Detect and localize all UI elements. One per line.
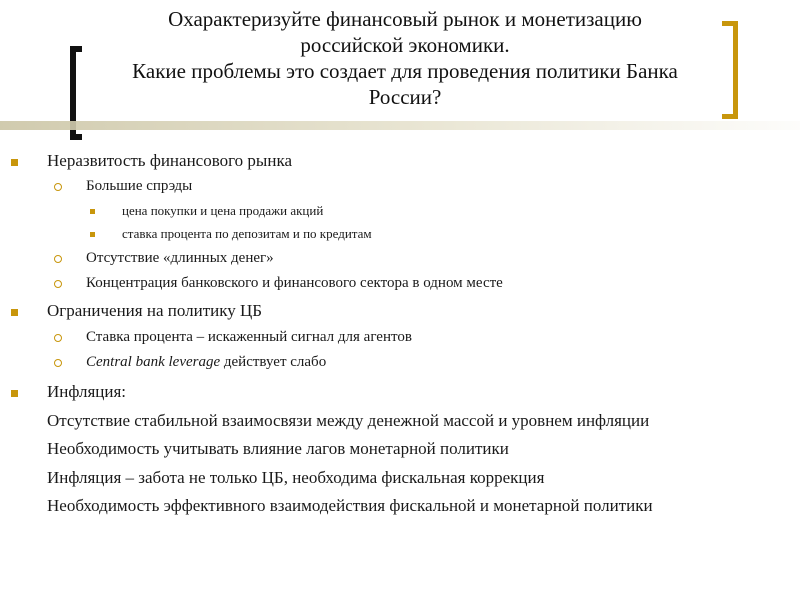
bullet-underdeveloped-market: Неразвитость финансового рынка [47,151,292,170]
circle-bullet-icon [54,280,62,288]
circle-bullet-icon [54,334,62,342]
circle-bullet-icon [54,359,62,367]
bullet-long-money: Отсутствие «длинных денег» [86,250,274,266]
circle-bullet-icon [54,255,62,263]
bullet-cb-limits: Ограничения на политику ЦБ [47,301,263,320]
slide-title [100,6,710,110]
inflation-point-4: Необходимость эффективного взаимодействия фискальной и монетарной политики [47,496,653,515]
square-bullet-icon [11,159,18,166]
bullet-large-spreads: Большие спрэды [86,178,193,194]
small-square-bullet-icon [90,232,95,237]
title-line-2: российской экономики. [300,33,510,57]
inflation-point-3: Инфляция – забота не только ЦБ, необходима фискальная коррекция [47,468,545,487]
bullet-inflation: Инфляция: [47,382,127,401]
bullet-bid-ask: цена покупки и цена продажи акций [122,203,324,218]
square-bullet-icon [11,309,18,316]
small-square-bullet-icon [90,209,95,214]
right-bracket-decoration [722,21,738,119]
cb-leverage-rest: действует слабо [220,354,327,370]
title-line-1: Охарактеризуйте финансовый рынок и монетизацию [168,7,642,31]
inflation-point-1: Отсутствие стабильной взаимосвязи между денежной массой и уровнем инфляции [47,411,650,430]
title-line-3: Какие проблемы это создает для проведения политики Банка [132,59,678,83]
title-line-4: России? [368,85,442,109]
inflation-point-2: Необходимость учитывать влияние лагов монетарной политики [47,439,509,458]
bullet-deposit-credit-rates: ставка процента по депозитам и по кредитам [122,226,372,241]
title-divider [0,121,800,130]
bullet-concentration: Концентрация банковского и финансового сектора в одном месте [86,275,503,291]
bullet-cb-leverage [86,354,326,371]
square-bullet-icon [11,390,18,397]
cb-leverage-italic: Central bank leverage [86,354,221,370]
bullet-rate-signal: Ставка процента – искаженный сигнал для агентов [86,329,412,345]
circle-bullet-icon [54,183,62,191]
